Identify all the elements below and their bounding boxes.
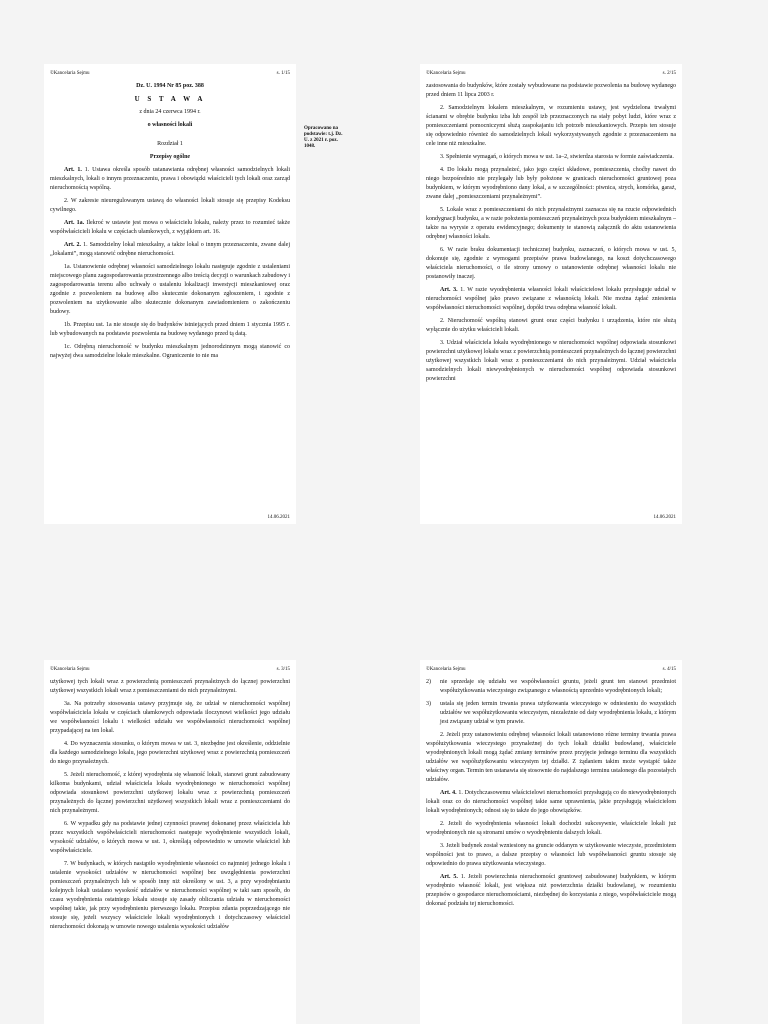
article-label: Art. 1a. <box>64 220 85 226</box>
page-body <box>50 678 290 936</box>
page-body <box>50 82 290 365</box>
header-publisher: ©Kancelaria Sejmu <box>50 71 90 76</box>
list-item <box>426 678 676 696</box>
article-3-paragraph-3: 3. Udział właściciela lokalu wyodrębnionego w nieruchomości wspólnej odpowiada stosunkowi powierzchni użytkowej lokalu wraz z powierzchnią pomieszczeń przynależnych do łącznej powierzchni użytkowej wszystkich lokali wraz z pomieszczeniami do nich przynależnymi. Udział właściciela samodzielnych lokali niewyodrębnionych w nieruchomości wspólnej odpowiada stosunkowi powierzchni <box>426 340 676 382</box>
paragraph: 5. Jeżeli nieruchomość, z której wyodrębnia się własność lokali, stanowi grunt zabudowany kilkoma budynkami, udział właściciela lokalu wyodrębnionego w nieruchomości wspólnej odpowiada stosunkowi powierzchni użytkowej lokalu wraz z powierzchnią pomieszczeń przynależnych do łącznej powierzchni użytkowej wszystkich lokali wraz z pomieszczeniami do nich przynależnymi. <box>50 772 290 814</box>
article-3-paragraph-2: 2. Nieruchomość wspólną stanowi grunt oraz części budynku i urządzenia, które nie służą wyłącznie do użytku właścicieli lokali. <box>426 318 676 333</box>
list-item-text: ustala się jeden termin trwania prawa użytkowania wieczystego w odniesieniu do wszystkich udziałów we współużytkowaniu wieczystym, niezależnie od daty wyodrębnienia lokalu, z którym jest związany udział w tym prawie. <box>440 701 676 725</box>
paragraph: 6. W wypadku gdy na podstawie jednej czynności prawnej dokonanej przez właściciela lub przez wszystkich współwłaścicieli nieruchomości następuje wyodrębnienie wszystkich lokali, wysokość udziałów, o których mowa w ust. 1, określają odpowiednio w umowie właściciel lub współwłaściciele. <box>50 821 290 854</box>
article-4-paragraph-3: 3. Jeżeli budynek został wzniesiony na gruncie oddanym w użytkowanie wieczyste, przedmiotem wspólności jest to prawo, a dalsze przepisy o własności lub współwłasności gruntu stosuje się odpowiednio do prawa użytkowania wieczystego. <box>426 843 676 867</box>
chapter-number: Rozdział 1 <box>157 141 183 147</box>
page-body <box>426 678 676 913</box>
article-1a: Art. 1a. Ilekroć w ustawie jest mowa o właścicielu lokalu, należy przez to rozumieć także współwłaścicieli lokalu w częściach ułamkowych, z wyjątkiem art. 16. <box>50 220 291 235</box>
page-header <box>426 71 676 79</box>
paragraph: 3a. Na potrzeby stosowania ustawy przyjmuje się, że udział w nieruchomości wspólnej współwłaściciela lokalu w częściach ułamkowych odpowiada iloczynowi wielkości jego udziału we współwłasności lokalu i wielkości udziału we współwłasności nieruchomości wspólnej przypadającej na ten lokal. <box>50 701 290 734</box>
paragraph: 5. Lokale wraz z pomieszczeniami do nich przynależnymi zaznacza się na rzucie odpowiednich kondygnacji budynku, a w razie położenia pomieszczeń przynależnych poza budynkiem mieszkalnym – także na wyrysie z operatu ewidencyjnego; dokumenty te stanowią załącznik do aktu ustanowienia odrębnej własności lokalu. <box>426 207 676 240</box>
article-3-paragraph-1: Art. 3. 1. W razie wyodrębnienia własności lokali właścicielowi lokalu przysługuje udział w nieruchomości wspólnej jako prawo związane z własnością lokali. Nie można żądać zniesienia współwłasności nieruchomości wspólnej, dopóki trwa odrębna własność lokali. <box>426 287 677 311</box>
header-page-number: s. 4/15 <box>662 667 676 672</box>
list-item <box>426 700 676 727</box>
article-1-paragraph-1: Art. 1. 1. Ustawa określa sposób ustanawiania odrębnej własności samodzielnych lokali mieszkalnych, lokali o innym przeznaczeniu, prawa i obowiązki właścicieli tych lokali oraz zarząd nieruchomością wspólną. <box>50 167 290 191</box>
article-2-paragraph-1a: 1a. Ustanowienie odrębnej własności samodzielnego lokalu następuje zgodnie z ustaleniami miejscowego planu zagospodarowania przestrzennego albo treścią decyzji o warunkach zabudowy i zagospodarowania terenu albo uchwały o ustaleniu lokalizacji inwestycji mieszkaniowej oraz zgodnie z pozwoleniem na budowę albo skutecznie dokonanym zgłoszeniem, i zgodnie z pozwoleniem na użytkowanie albo skutecznie dokonanym zawiadomieniem o zakończeniu budowy. <box>50 264 290 315</box>
header-page-number: s. 1/15 <box>276 71 290 76</box>
list-item-number: 2) <box>426 679 431 685</box>
page-body <box>426 82 676 388</box>
journal-reference: Dz. U. 1994 Nr 85 poz. 388 <box>136 83 204 89</box>
header-publisher: ©Kancelaria Sejmu <box>426 667 466 672</box>
list-item-text: nie sprzedaje się udziału we współwłasności gruntu, jeżeli grunt ten stanowi przedmiot współużytkowania wieczystego związanego z własnością uprzednio wyodrębnionych lokali; <box>440 679 676 694</box>
document-page-3 <box>44 660 296 1024</box>
article-1-paragraph-2: 2. W zakresie nieuregulowanym ustawą do własności lokali stosuje się przepisy Kodeksu cywilnego. <box>50 198 290 213</box>
header-publisher: ©Kancelaria Sejmu <box>426 71 466 76</box>
paragraph: zastosowania do budynków, które zostały wybudowane na podstawie pozwolenia na budowę wydanego przed dniem 11 lipca 2003 r. <box>426 83 676 98</box>
article-label: Art. 1. <box>64 167 82 173</box>
paragraph: użytkowej tych lokali wraz z powierzchnią pomieszczeń przynależnych do łącznej powierzchni użytkowej wszystkich lokali wraz z pomieszczeniami do nich przynależnymi. <box>50 679 290 694</box>
chapter-title: Przepisy ogólne <box>149 154 191 160</box>
header-page-number: s. 3/15 <box>276 667 290 672</box>
act-heading: U S T A W A <box>134 95 206 103</box>
act-title: o własności lokali <box>147 122 193 128</box>
header-page-number: s. 2/15 <box>662 71 676 76</box>
article-label: Art. 4. <box>440 790 457 796</box>
article-4-paragraph-2: 2. Jeżeli do wyodrębnienia własności lokali dochodzi sukcesywnie, właściciele lokali już wyodrębnionych nie są stronami umów o wyodrębnieniu dalszych lokali. <box>426 821 676 836</box>
article-label: Art. 2. <box>64 242 82 248</box>
document-page-2 <box>420 64 682 524</box>
document-page-1 <box>44 64 296 524</box>
footer-date: 14.06.2021 <box>267 515 290 520</box>
act-date: z dnia 24 czerwca 1994 r. <box>139 109 201 115</box>
consolidation-note: Opracowano na podstawie: t.j. Dz. U. z 2021 r. poz. 1048. <box>304 126 343 149</box>
article-label: Art. 5. <box>440 874 458 880</box>
article-2-paragraph-1c: 1c. Odrębną nieruchomość w budynku mieszkalnym jednorodzinnym mogą stanowić co najwyżej dwa samodzielne lokale mieszkalne. Ograniczenie to nie ma <box>50 344 290 359</box>
paragraph: 2. Jeżeli przy ustanowieniu odrębnej własności lokali ustanowiono różne terminy trwania prawa współużytkowania wieczystego przynależnej do tych lokali działki budowlanej, właściciele wyodrębnionych lokali mogą żądać zmiany terminów przez przyjęcie jednego terminu dla wszystkich udziałów we współużytkowaniu wieczystym tej działki. Z żądaniem takim może wystąpić także właściwy organ. Termin ten ustanawia się stosownie do najdalszego terminu ustalonego dla pozostałych udziałów. <box>426 732 676 783</box>
page-header <box>426 667 676 675</box>
article-5-paragraph-1: Art. 5. 1. Jeżeli powierzchnia nieruchomości gruntowej zabudowanej budynkiem, w którym wyodrębnio własność lokali, jest większa niż powierzchnia działki budowlanej, w rozumieniu przepisów o gospodarce nieruchomościami, niezbędnej do korzystania z niego, współwłaściciele mogą dokonać podziału tej nieruchomości. <box>426 874 676 907</box>
article-2-paragraph-1b: 1b. Przepisu ust. 1a nie stosuje się do budynków istniejących przed dniem 1 stycznia 1995 r. lub wybudowanych na podstawie pozwolenia na budowę wydanego przed tą datą. <box>50 322 290 337</box>
paragraph: 7. W budynkach, w których nastąpiło wyodrębnienie własności co najmniej jednego lokalu i ustalenie wysokości udziałów w nieruchomości wspólnej bez uwzględnienia powierzchni pomieszczeń przynależnych lub w sposób inny niż określony w ust. 3, a przy wyodrębnianiu kolejnych lokali ustalano wysokość udziałów w nieruchomości wspólnej w taki sam sposób, do czasu wyodrębnienia ostatniego lokalu stosuje się zasady obliczania udziału w nieruchomości wspólnej takie, jak przy wyodrębnieniu pierwszego lokalu. Przepisu zdania poprzedzającego nie stosuje się, jeżeli wszyscy właściciele lokali wyodrębnionych i dotychczasowy właściciel nieruchomości dokonają w umowie nowego ustalenia wysokości udziałów <box>50 861 290 930</box>
footer-date: 14.06.2021 <box>653 515 676 520</box>
document-page-4 <box>420 660 682 1024</box>
article-2-paragraph-1: Art. 2. 1. Samodzielny lokal mieszkalny, a także lokal o innym przeznaczeniu, zwane dalej „lokalami”, mogą stanowić odrębne nieruchomości. <box>50 242 291 257</box>
paragraph: 4. Do lokalu mogą przynależeć, jako jego części składowe, pomieszczenia, choćby nawet do niego bezpośrednio nie przylegały lub były położone w granicach nieruchomości gruntowej poza budynkiem, w którym wyodrębniono dany lokal, a w szczególności: piwnica, strych, komórka, garaż, zwane dalej „pomieszczeniami przynależnymi”. <box>426 167 676 200</box>
header-publisher: ©Kancelaria Sejmu <box>50 667 90 672</box>
paragraph: 2. Samodzielnym lokalem mieszkalnym, w rozumieniu ustawy, jest wydzielona trwałymi ścianami w obrębie budynku izba lub zespół izb przeznaczonych na stały pobyt ludzi, które wraz z pomieszczeniami pomocniczymi służą zaspokajaniu ich potrzeb mieszkaniowych. Przepis ten stosuje się odpowiednio również do samodzielnych lokali wykorzystywanych zgodnie z przeznaczeniem na cele inne niż mieszkalne. <box>426 105 676 147</box>
paragraph: 6. W razie braku dokumentacji technicznej budynku, zaznaczeń, o których mowa w ust. 5, dokonuje się, zgodnie z wymogami przepisów prawa budowlanego, na koszt dotychczasowego właściciela nieruchomości, o ile strony umowy o ustanowienie odrębnej własności lokalu nie postanowiły inaczej. <box>426 247 676 280</box>
article-4-paragraph-1: Art. 4. 1. Dotychczasowemu właścicielowi nieruchomości przysługują co do niewyodrębnionych lokali oraz co do nieruchomości wspólnej takie same uprawnienia, jakie przysługują właścicielom lokali wyodrębnionych; odnosi się to także do jego obowiązków. <box>426 790 676 814</box>
article-label: Art. 3. <box>440 287 458 293</box>
list-item-number: 3) <box>426 701 431 707</box>
paragraph: 4. Do wyznaczenia stosunku, o którym mowa w ust. 3, niezbędne jest określenie, oddzielnie dla każdego samodzielnego lokalu, jego powierzchni użytkowej wraz z powierzchnią pomieszczeń do niego przynależnych. <box>50 741 290 765</box>
page-header <box>50 71 290 79</box>
paragraph: 3. Spełnienie wymagań, o których mowa w ust. 1a–2, stwierdza starosta w formie zaświadczenia. <box>440 154 674 160</box>
page-header <box>50 667 290 675</box>
